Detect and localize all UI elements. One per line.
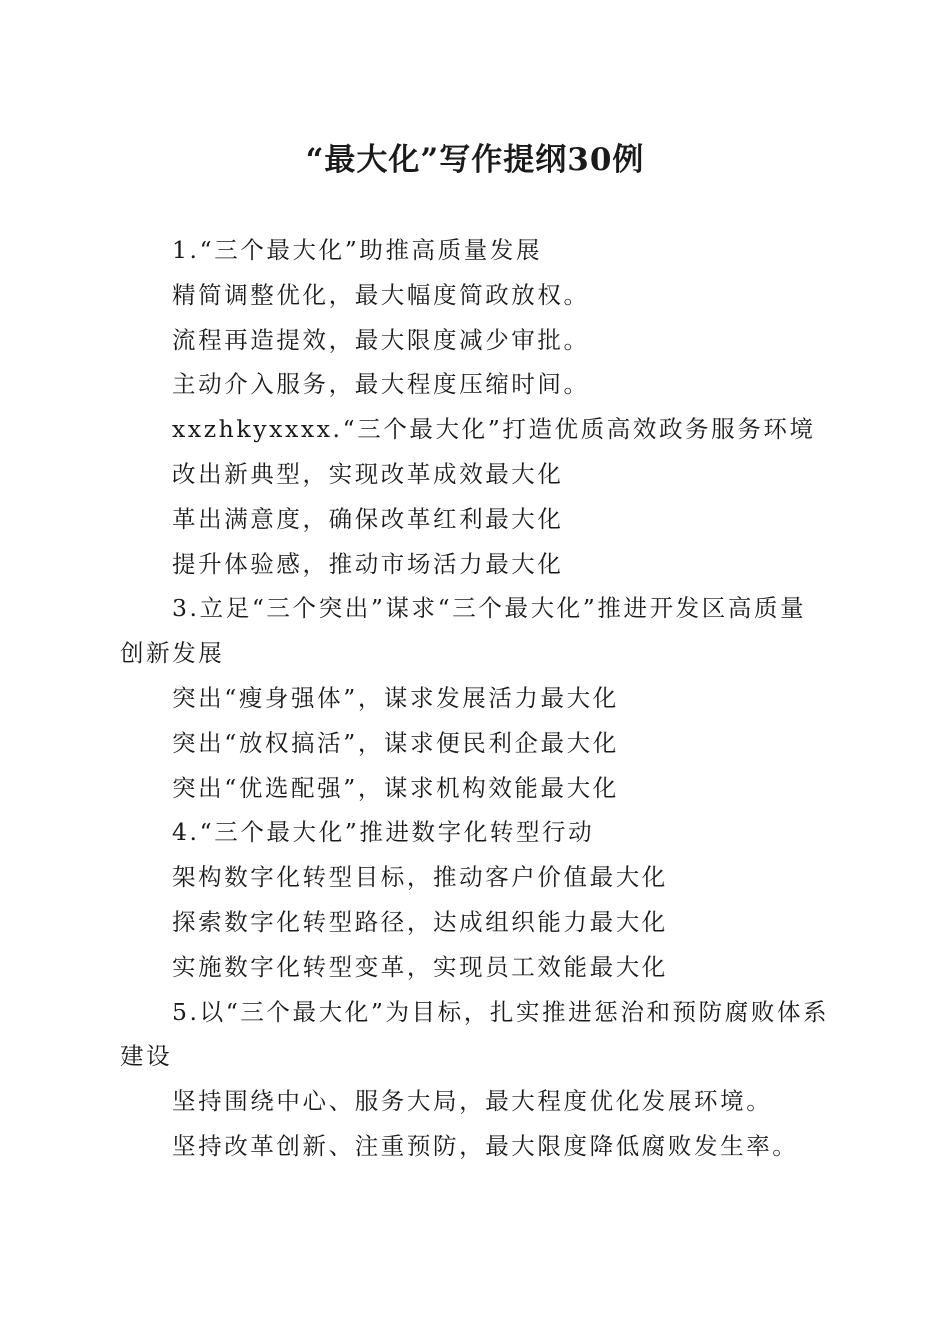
- list-item: 改出新典型，实现改革成效最大化: [172, 459, 564, 488]
- list-item: 坚持改革创新、注重预防，最大限度降低腐败发生率。: [172, 1131, 799, 1160]
- list-item: 精简调整优化，最大幅度简政放权。: [172, 280, 590, 309]
- list-item: 主动介入服务，最大程度压缩时间。: [172, 370, 590, 399]
- document-title: “最大化”写作提纲30例: [305, 142, 645, 178]
- heading-item-1: 1.“三个最大化”助推高质量发展: [172, 236, 543, 264]
- list-item: 突出“瘦身强体”，谋求发展活力最大化: [172, 683, 619, 712]
- list-item: 突出“放权搞活”，谋求便民利企最大化: [172, 728, 619, 757]
- list-item: 提升体验感，推动市场活力最大化: [172, 549, 564, 578]
- heading-item-4: 4.“三个最大化”推进数字化转型行动: [172, 818, 595, 847]
- list-item: 实施数字化转型变革，实现员工效能最大化: [172, 952, 668, 981]
- document-body: [120, 228, 832, 1169]
- list-item: 革出满意度，确保改革红利最大化: [172, 504, 564, 533]
- list-item: 流程再造提效，最大限度减少审批。: [172, 325, 590, 354]
- list-item: 架构数字化转型目标，推动客户价值最大化: [172, 863, 668, 892]
- heading-item-2: xxzhkyxxxx.“三个最大化”打造优质高效政务服务环境: [172, 415, 816, 444]
- heading-item-5: 5.以“三个最大化”为目标，扎实推进惩治和预防腐败体系建设: [120, 997, 830, 1071]
- list-item: 突出“优选配强”，谋求机构效能最大化: [172, 773, 619, 802]
- list-item: 坚持围绕中心、服务大局，最大程度优化发展环境。: [172, 1087, 773, 1116]
- list-item: 探索数字化转型路径，达成组织能力最大化: [172, 907, 668, 936]
- heading-item-3: 3.立足“三个突出”谋求“三个最大化”推进开发区高质量创新发展: [120, 594, 807, 668]
